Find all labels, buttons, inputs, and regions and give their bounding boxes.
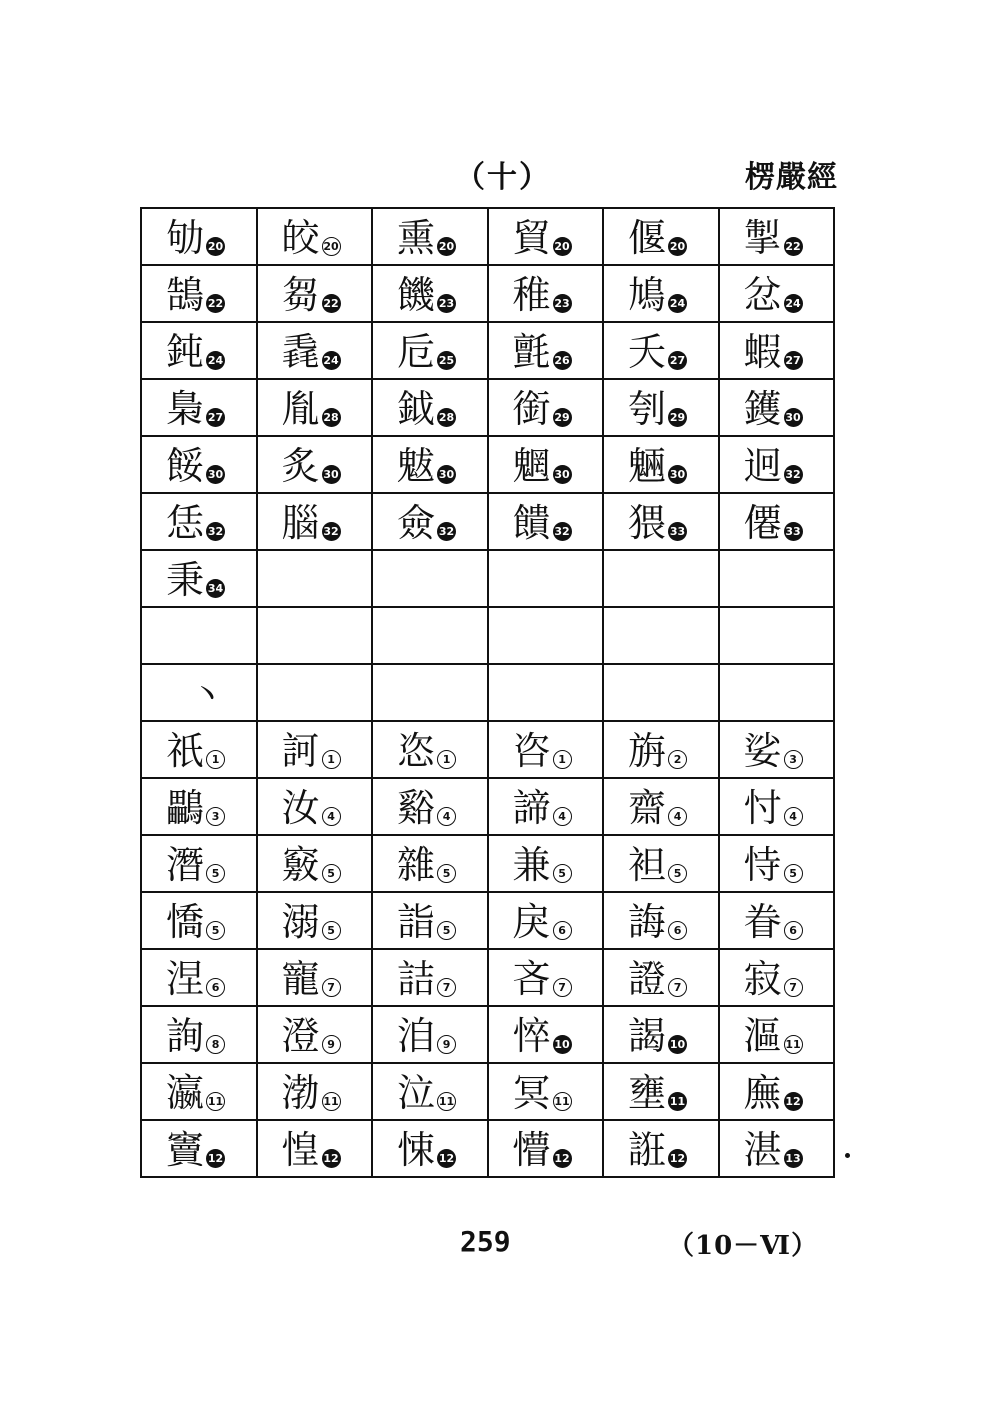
grid-cell: [372, 1006, 488, 1063]
grid-cell: [603, 208, 719, 265]
footnote-number-badge: 4: [668, 807, 687, 826]
character: 皎: [281, 216, 320, 260]
character: 芻: [281, 273, 320, 317]
grid-cell: [141, 493, 257, 550]
footnote-number-badge: 33: [784, 522, 803, 541]
character: 戾: [512, 900, 551, 944]
footnote-number-badge: 26: [553, 351, 572, 370]
footnote-number-badge: 24: [206, 351, 225, 370]
grid-cell: [372, 778, 488, 835]
character: 懵: [512, 1128, 551, 1172]
grid-cell: [372, 1063, 488, 1120]
grid-row: [141, 892, 834, 949]
footnote-number-badge: 1: [437, 750, 456, 769]
character: 汝: [281, 786, 320, 830]
character: 漚: [743, 1014, 782, 1058]
footnote-number-badge: 1: [553, 750, 572, 769]
grid-cell: [141, 1120, 257, 1177]
character-grid: [140, 207, 835, 1178]
speck: [845, 1153, 850, 1158]
grid-cell: [372, 436, 488, 493]
book-title: 楞嚴經: [745, 160, 838, 195]
grid-row: [141, 208, 834, 265]
character: 掣: [743, 216, 782, 260]
grid-row: [141, 949, 834, 1006]
grid-cell: [603, 322, 719, 379]
footnote-number-badge: 20: [553, 237, 572, 256]
footnote-number-badge: 32: [206, 522, 225, 541]
character: 洎: [397, 1014, 436, 1058]
grid-cell: [488, 664, 604, 721]
footnote-number-badge: 4: [437, 807, 456, 826]
grid-cell: [719, 265, 835, 322]
footnote-number-badge: 12: [668, 1149, 687, 1168]
footnote-number-badge: 7: [784, 978, 803, 997]
character: 潛: [166, 843, 205, 887]
grid-row: [141, 778, 834, 835]
character: 熏: [397, 216, 436, 260]
footnote-number-badge: 2: [668, 750, 687, 769]
character: 誨: [628, 900, 667, 944]
footnote-number-badge: 32: [553, 522, 572, 541]
grid-cell: [603, 664, 719, 721]
character: 渤: [281, 1071, 320, 1115]
grid-cell: [141, 1006, 257, 1063]
grid-cell: [257, 550, 373, 607]
footnote-number-badge: 6: [784, 921, 803, 940]
grid-cell: [488, 721, 604, 778]
footnote-number-badge: 7: [668, 978, 687, 997]
footnote-number-badge: 23: [553, 294, 572, 313]
footnote-number-badge: 25: [437, 351, 456, 370]
footnote-number-badge: 5: [322, 921, 341, 940]
character: 僊: [743, 501, 782, 545]
character: 魃: [397, 444, 436, 488]
grid-cell: [372, 664, 488, 721]
footnote-number-badge: 24: [668, 294, 687, 313]
footnote-number-badge: 11: [206, 1092, 225, 1111]
footnote-number-badge: 12: [784, 1092, 803, 1111]
footnote-number-badge: 8: [206, 1035, 225, 1054]
footnote-number-badge: 12: [322, 1149, 341, 1168]
grid-cell: [257, 265, 373, 322]
grid-cell: [141, 721, 257, 778]
character: 泣: [397, 1071, 436, 1115]
character: 吝: [512, 957, 551, 1001]
character: 咨: [512, 729, 551, 773]
character: 寵: [281, 957, 320, 1001]
footnote-number-badge: 11: [322, 1092, 341, 1111]
character: 憍: [166, 900, 205, 944]
character: 溺: [281, 900, 320, 944]
grid-cell: [603, 265, 719, 322]
grid-cell: [372, 1120, 488, 1177]
character: 毳: [281, 330, 320, 374]
page-number: 259: [460, 1225, 511, 1258]
grid-cell: [141, 835, 257, 892]
character: 恣: [397, 729, 436, 773]
footnote-number-badge: 30: [322, 465, 341, 484]
grid-cell: [603, 1120, 719, 1177]
grid-cell: [257, 607, 373, 664]
grid-cell: [141, 265, 257, 322]
character: 鑊: [743, 387, 782, 431]
grid-cell: [719, 721, 835, 778]
footnote-number-badge: 12: [553, 1149, 572, 1168]
grid-cell: [488, 436, 604, 493]
grid-cell: [141, 550, 257, 607]
grid-cell: [257, 949, 373, 1006]
character: 饑: [397, 273, 436, 317]
grid-cell: [372, 892, 488, 949]
grid-cell: [719, 778, 835, 835]
footnote-number-badge: 20: [322, 237, 341, 256]
grid-row: [141, 322, 834, 379]
grid-cell: [719, 664, 835, 721]
grid-row: [141, 550, 834, 607]
grid-cell: [603, 379, 719, 436]
grid-cell: [719, 379, 835, 436]
footnote-number-badge: 23: [437, 294, 456, 313]
grid-cell: [603, 835, 719, 892]
character: 竅: [281, 843, 320, 887]
character: 谿: [397, 786, 436, 830]
character: 迥: [743, 444, 782, 488]
character: 魎: [628, 444, 667, 488]
character: 壅: [628, 1071, 667, 1115]
character: 蝦: [743, 330, 782, 374]
character: 僉: [397, 501, 436, 545]
footnote-number-badge: 12: [437, 1149, 456, 1168]
character: 炙: [281, 444, 320, 488]
character: 諦: [512, 786, 551, 830]
grid-cell: [372, 607, 488, 664]
footnote-number-badge: 5: [437, 921, 456, 940]
footnote-number-badge: 30: [668, 465, 687, 484]
grid-cell: [372, 949, 488, 1006]
grid-cell: [488, 1063, 604, 1120]
footnote-number-badge: 30: [437, 465, 456, 484]
character: 齋: [628, 786, 667, 830]
grid-cell: [141, 778, 257, 835]
character: 證: [628, 957, 667, 1001]
footnote-number-badge: 3: [784, 750, 803, 769]
grid-cell: [488, 1120, 604, 1177]
grid-cell: [719, 322, 835, 379]
grid-cell: [257, 1120, 373, 1177]
character: 恃: [743, 843, 782, 887]
character: 饋: [512, 501, 551, 545]
footnote-number-badge: 10: [553, 1035, 572, 1054]
grid-cell: [257, 778, 373, 835]
character: 刳: [628, 387, 667, 431]
character: 餒: [166, 444, 205, 488]
footnote-number-badge: 32: [784, 465, 803, 484]
grid-cell: [603, 1006, 719, 1063]
grid-cell: [257, 1063, 373, 1120]
character: 悚: [397, 1128, 436, 1172]
footnote-number-badge: 11: [553, 1092, 572, 1111]
grid-row: [141, 607, 834, 664]
character: 涅: [166, 957, 205, 1001]
character: 貿: [512, 216, 551, 260]
grid-cell: [719, 835, 835, 892]
grid-cell: [372, 208, 488, 265]
footnote-number-badge: 20: [437, 237, 456, 256]
grid-cell: [488, 265, 604, 322]
footnote-number-badge: 22: [784, 237, 803, 256]
character: 胤: [281, 387, 320, 431]
grid-cell: [257, 721, 373, 778]
grid-row: [141, 835, 834, 892]
footnote-number-badge: 32: [437, 522, 456, 541]
character: 惶: [281, 1128, 320, 1172]
footnote-number-badge: 32: [322, 522, 341, 541]
grid-cell: [257, 379, 373, 436]
character: 鉞: [397, 387, 436, 431]
grid-cell: [603, 949, 719, 1006]
character: 鸓: [166, 786, 205, 830]
grid-cell: [488, 607, 604, 664]
character: 誑: [628, 1128, 667, 1172]
grid-cell: [488, 892, 604, 949]
grid-cell: [488, 379, 604, 436]
grid-row: [141, 721, 834, 778]
grid-cell: [141, 1063, 257, 1120]
footnote-number-badge: 7: [322, 978, 341, 997]
character: 魍: [512, 444, 551, 488]
grid-cell: [141, 949, 257, 1006]
grid-cell: [257, 436, 373, 493]
grid-cell: [257, 322, 373, 379]
character: 澄: [281, 1014, 320, 1058]
grid-cell: [141, 436, 257, 493]
character: 娑: [743, 729, 782, 773]
grid-cell: [141, 379, 257, 436]
footnote-number-badge: 5: [668, 864, 687, 883]
footnote-number-badge: 29: [553, 408, 572, 427]
grid-cell: [488, 550, 604, 607]
grid-row: [141, 1120, 834, 1177]
character: 寂: [743, 957, 782, 1001]
grid-cell: [719, 550, 835, 607]
character: 悴: [512, 1014, 551, 1058]
grid-cell: [603, 493, 719, 550]
grid-cell: [603, 721, 719, 778]
grid-cell: [257, 208, 373, 265]
footnote-number-badge: 7: [437, 978, 456, 997]
character: 恁: [166, 501, 205, 545]
grid-cell: [372, 493, 488, 550]
grid-cell: [488, 778, 604, 835]
grid-row: [141, 1063, 834, 1120]
grid-cell: [719, 949, 835, 1006]
grid-cell: [488, 208, 604, 265]
grid-cell: [603, 550, 719, 607]
character: 瀛: [166, 1071, 205, 1115]
footnote-number-badge: 28: [437, 408, 456, 427]
grid-cell: [141, 892, 257, 949]
grid-cell: [257, 892, 373, 949]
grid-row: [141, 379, 834, 436]
footnote-number-badge: 22: [322, 294, 341, 313]
footnote-number-badge: 13: [784, 1149, 803, 1168]
grid-cell: [719, 493, 835, 550]
grid-row: [141, 265, 834, 322]
grid-cell: [488, 322, 604, 379]
grid-cell: [719, 892, 835, 949]
footnote-number-badge: 11: [784, 1035, 803, 1054]
footnote-number-badge: 1: [206, 750, 225, 769]
character: 祇: [166, 729, 205, 773]
grid-cell: [372, 322, 488, 379]
character: 鈍: [166, 330, 205, 374]
footnote-number-badge: 30: [553, 465, 572, 484]
footnote-number-badge: 5: [553, 864, 572, 883]
character: 銜: [512, 387, 551, 431]
footnote-number-badge: 33: [668, 522, 687, 541]
grid-cell: [603, 436, 719, 493]
footnote-number-badge: 12: [206, 1149, 225, 1168]
character: 腦: [281, 501, 320, 545]
character: 夭: [628, 330, 667, 374]
character: 詣: [397, 900, 436, 944]
grid-cell: [141, 607, 257, 664]
grid-cell: [719, 208, 835, 265]
grid-cell: [257, 835, 373, 892]
grid-row: [141, 493, 834, 550]
character: 冥: [512, 1071, 551, 1115]
character: 詰: [397, 957, 436, 1001]
grid-row: [141, 664, 834, 721]
grid-cell: [372, 265, 488, 322]
character: 忿: [743, 273, 782, 317]
footnote-number-badge: 29: [668, 408, 687, 427]
grid-cell: [719, 1120, 835, 1177]
grid-cell: [141, 664, 257, 721]
grid-cell: [603, 1063, 719, 1120]
footnote-number-badge: 6: [553, 921, 572, 940]
character: 梟: [166, 387, 205, 431]
character: 袒: [628, 843, 667, 887]
footnote-number-badge: 9: [322, 1035, 341, 1054]
character: 忖: [743, 786, 782, 830]
character: 旃: [628, 729, 667, 773]
grid-row: [141, 1006, 834, 1063]
character: 兼: [512, 843, 551, 887]
character: 竇: [166, 1128, 205, 1172]
character: 卮: [397, 330, 436, 374]
grid-cell: [488, 1006, 604, 1063]
grid-cell: [603, 778, 719, 835]
footnote-number-badge: 27: [784, 351, 803, 370]
volume-code: （10－Ⅵ）: [668, 1231, 819, 1261]
footnote-number-badge: 4: [784, 807, 803, 826]
grid-cell: [257, 493, 373, 550]
section-label: （十）: [455, 160, 551, 195]
footnote-number-badge: 34: [206, 579, 225, 598]
grid-cell: [719, 1006, 835, 1063]
grid-cell: [603, 892, 719, 949]
grid-cell: [719, 607, 835, 664]
footnote-number-badge: 4: [322, 807, 341, 826]
grid-cell: [372, 835, 488, 892]
footnote-number-badge: 6: [668, 921, 687, 940]
grid-cell: [372, 721, 488, 778]
grid-row: [141, 436, 834, 493]
footnote-number-badge: 27: [206, 408, 225, 427]
footnote-number-badge: 28: [322, 408, 341, 427]
footnote-number-badge: 9: [437, 1035, 456, 1054]
footnote-number-badge: 5: [206, 921, 225, 940]
grid-cell: [141, 322, 257, 379]
grid-cell: [257, 1006, 373, 1063]
character: 鵠: [166, 273, 205, 317]
character: 湛: [743, 1128, 782, 1172]
character: 秉: [166, 558, 205, 602]
footnote-number-badge: 5: [784, 864, 803, 883]
grid-cell: [372, 379, 488, 436]
grid-cell: [488, 949, 604, 1006]
character: 稚: [512, 273, 551, 317]
grid-cell: [719, 436, 835, 493]
footnote-number-badge: 3: [206, 807, 225, 826]
character: 詢: [166, 1014, 205, 1058]
character: 鳩: [628, 273, 667, 317]
section-mark: 丶: [190, 676, 224, 716]
footnote-number-badge: 20: [668, 237, 687, 256]
footnote-number-badge: 7: [553, 978, 572, 997]
footnote-number-badge: 30: [206, 465, 225, 484]
grid-cell: [488, 493, 604, 550]
footnote-number-badge: 11: [668, 1092, 687, 1111]
character: 訶: [281, 729, 320, 773]
character: 劬: [166, 216, 205, 260]
footnote-number-badge: 5: [206, 864, 225, 883]
footnote-number-badge: 27: [668, 351, 687, 370]
grid-cell: [603, 607, 719, 664]
character: 猥: [628, 501, 667, 545]
footnote-number-badge: 5: [322, 864, 341, 883]
grid-cell: [719, 1063, 835, 1120]
footnote-number-badge: 10: [668, 1035, 687, 1054]
grid-cell: [488, 835, 604, 892]
character: 廡: [743, 1071, 782, 1115]
footnote-number-badge: 30: [784, 408, 803, 427]
footnote-number-badge: 11: [437, 1092, 456, 1111]
character: 雜: [397, 843, 436, 887]
footnote-number-badge: 24: [784, 294, 803, 313]
character: 謁: [628, 1014, 667, 1058]
grid-cell: [372, 550, 488, 607]
character: 眷: [743, 900, 782, 944]
footnote-number-badge: 1: [322, 750, 341, 769]
grid-cell: [257, 664, 373, 721]
footnote-number-badge: 24: [322, 351, 341, 370]
character: 偃: [628, 216, 667, 260]
footnote-number-badge: 20: [206, 237, 225, 256]
footnote-number-badge: 6: [206, 978, 225, 997]
character: 氈: [512, 330, 551, 374]
footnote-number-badge: 4: [553, 807, 572, 826]
footnote-number-badge: 5: [437, 864, 456, 883]
footnote-number-badge: 22: [206, 294, 225, 313]
grid-cell: [141, 208, 257, 265]
